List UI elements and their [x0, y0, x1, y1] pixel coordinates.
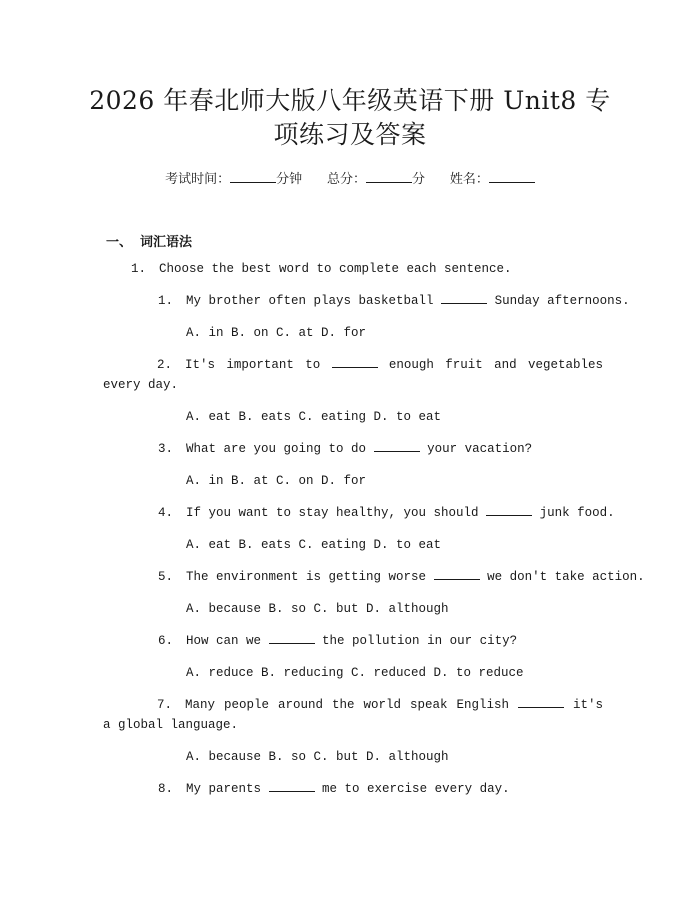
question-1-options: A. in B. on C. at D. for: [186, 326, 367, 340]
question-text-before: If you want to stay healthy, you should: [186, 506, 479, 520]
answer-blank: [441, 291, 487, 304]
question-number: 1.: [158, 294, 174, 308]
question-text-before: My brother often plays basketball: [186, 294, 434, 308]
question-number: 7.: [157, 698, 173, 712]
name-blank: [489, 170, 535, 183]
question-text-after: enough fruit and vegetables every day.: [103, 358, 603, 392]
question-text-before: It's important to: [185, 358, 321, 372]
score-blank: [366, 170, 412, 183]
question-text-after: we don't take action.: [487, 570, 645, 584]
question-7-options: A. because B. so C. but D. although: [186, 750, 449, 764]
question-number: 5.: [158, 570, 174, 584]
time-blank: [230, 170, 276, 183]
question-5: [158, 567, 645, 587]
question-6-options: A. reduce B. reducing C. reduced D. to reduce: [186, 666, 524, 680]
answer-blank: [269, 779, 315, 792]
question-text-after: me to exercise every day.: [322, 782, 510, 796]
answer-blank: [332, 355, 378, 368]
question-number: 3.: [158, 442, 174, 456]
answer-blank: [518, 695, 564, 708]
answer-blank: [434, 567, 480, 580]
question-text-after: your vacation?: [427, 442, 533, 456]
question-4-options: A. eat B. eats C. eating D. to eat: [186, 538, 442, 552]
document-title-line-2: 项练习及答案: [273, 120, 427, 149]
question-6: [158, 631, 517, 651]
answer-blank: [374, 439, 420, 452]
question-3: [158, 439, 532, 459]
time-label: 考试时间：: [165, 172, 231, 187]
question-2-options: A. eat B. eats C. eating D. to eat: [186, 410, 442, 424]
question-text-before: The environment is getting worse: [186, 570, 427, 584]
answer-blank: [269, 631, 315, 644]
answer-blank: [486, 503, 532, 516]
question-number: 6.: [158, 634, 174, 648]
exam-meta-line: [0, 168, 700, 187]
question-text-before: What are you going to do: [186, 442, 367, 456]
question-text-after: the pollution in our city?: [322, 634, 518, 648]
name-label: 姓名：: [449, 172, 489, 187]
question-1: [158, 291, 630, 311]
question-text-before: How can we: [186, 634, 262, 648]
question-text-after: it's a global language.: [103, 698, 603, 732]
question-text-before: My parents: [186, 782, 262, 796]
question-5-options: A. because B. so C. but D. although: [186, 602, 449, 616]
document-title-line-1: 2026 年春北师大版八年级英语下册 Unit8 专: [89, 86, 611, 115]
question-number: 4.: [158, 506, 174, 520]
score-label: 总分：: [326, 172, 366, 187]
time-unit: 分钟: [276, 172, 303, 187]
question-2: [103, 355, 603, 395]
question-3-options: A. in B. at C. on D. for: [186, 474, 367, 488]
question-7: [103, 695, 603, 735]
question-number: 2.: [157, 358, 173, 372]
question-text-after: Sunday afternoons.: [494, 294, 630, 308]
section-heading: [106, 231, 192, 250]
section-title: 词汇语法: [140, 235, 193, 250]
score-unit: 分: [412, 172, 426, 187]
section-number: 一、: [106, 235, 133, 250]
question-number: 8.: [158, 782, 174, 796]
part-instruction-text: Choose the best word to complete each sentence.: [159, 262, 512, 276]
question-8: [158, 779, 510, 799]
question-4: [158, 503, 615, 523]
part-instruction: [131, 259, 512, 279]
part-number: 1.: [131, 262, 147, 276]
question-text-after: junk food.: [539, 506, 615, 520]
question-text-before: Many people around the world speak English: [185, 698, 509, 712]
